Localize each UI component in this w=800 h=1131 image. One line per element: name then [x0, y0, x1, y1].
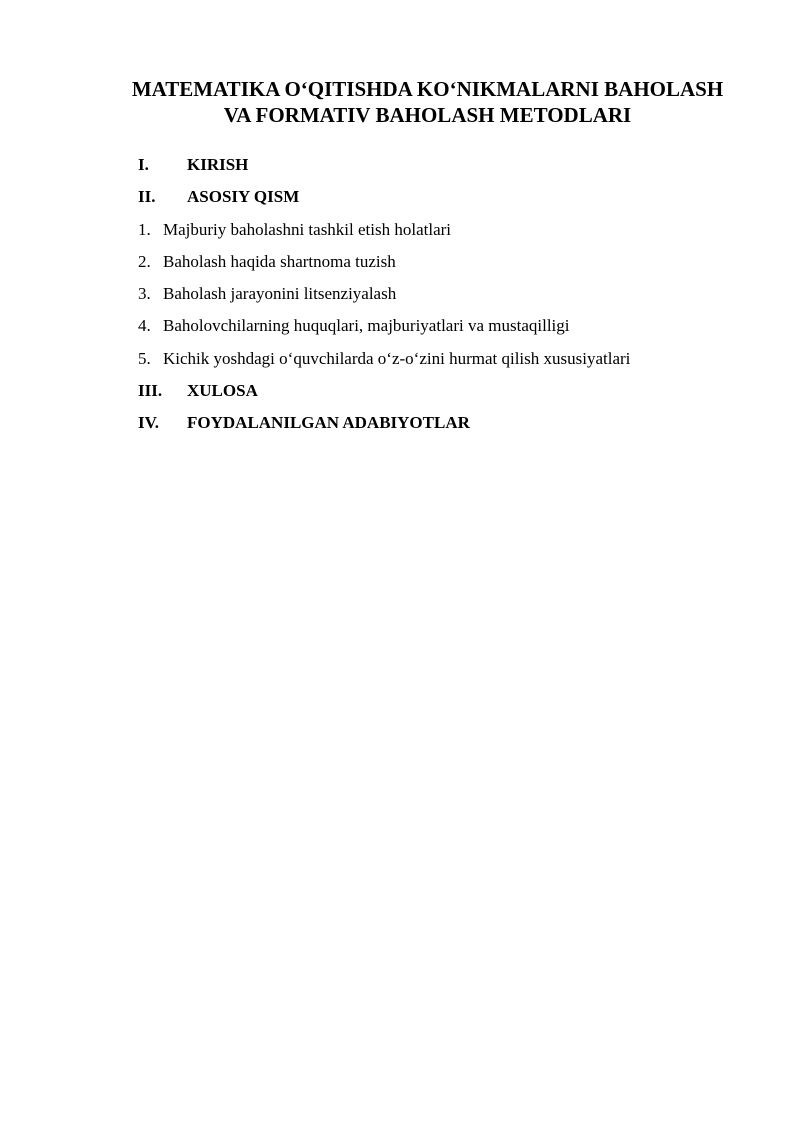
- toc-number: 2.: [138, 251, 151, 271]
- title-line-2: VA FORMATIV BAHOLASH METODLARI: [223, 103, 632, 127]
- toc-text: Baholash haqida shartnoma tuzish: [163, 251, 396, 271]
- title-line-1: MATEMATIKA O‘QITISHDA KO‘NIKMALARNI BAHOLASH: [131, 77, 724, 101]
- toc-section-intro: [138, 151, 758, 183]
- toc-text: FOYDALANILGAN ADABIYOTLAR: [187, 413, 470, 433]
- toc-number: II.: [138, 187, 156, 207]
- toc-number: 4.: [138, 316, 151, 336]
- toc-section-references: [138, 409, 758, 441]
- toc-number: IV.: [138, 413, 159, 433]
- toc-item: [138, 280, 758, 312]
- toc-text: KIRISH: [187, 155, 249, 174]
- toc-item: [138, 312, 758, 344]
- toc-number: 5.: [138, 348, 151, 368]
- toc-item: [138, 345, 758, 377]
- toc-text: XULOSA: [187, 381, 258, 401]
- toc-number: I.: [138, 155, 149, 174]
- toc-item: [138, 216, 758, 248]
- toc-number: 1.: [138, 219, 151, 239]
- toc-number: 3.: [138, 284, 151, 304]
- toc-text: ASOSIY QISM: [187, 187, 300, 207]
- toc-text: Baholash jarayonini litsenziyalash: [163, 284, 397, 304]
- toc-section-conclusion: [138, 377, 758, 409]
- toc-text: Majburiy baholashni tashkil etish holatlari: [163, 219, 452, 239]
- toc-number: III.: [138, 381, 163, 401]
- table-of-contents: [138, 151, 758, 442]
- toc-text: Baholovchilarning huquqlari, majburiyatlari va mustaqilligi: [163, 316, 570, 336]
- toc-text: Kichik yoshdagi o‘quvchilarda o‘z-o‘zini hurmat qilish xususiyatlari: [163, 348, 631, 368]
- document-title: [100, 76, 755, 128]
- toc-item: [138, 248, 758, 280]
- toc-section-main: [138, 183, 758, 215]
